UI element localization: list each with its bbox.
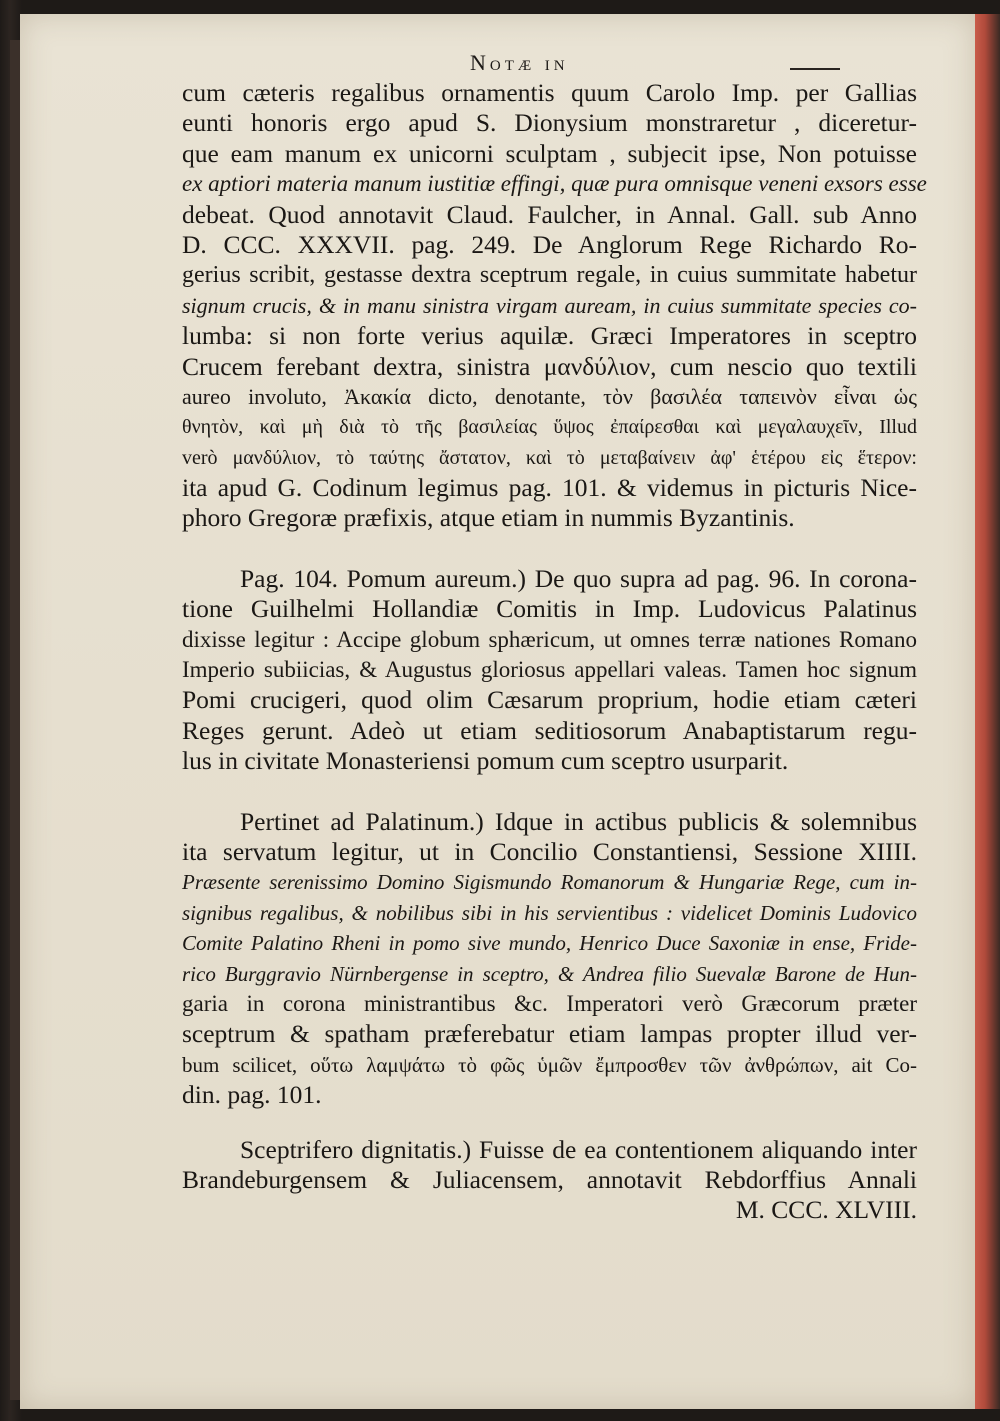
binding-shadow	[10, 40, 20, 1400]
text-line: M. CCC. XLVIII.	[735, 1195, 917, 1225]
text-line: Sceptrifero dignitatis.) Fuisse de ea contentionem aliquando inter	[240, 1134, 917, 1164]
text-line: sceptrum & spatham præferebatur etiam lampas propter illud ver-	[182, 1019, 917, 1049]
text-line: ex aptiori materia manum iustitiæ effingi, quæ pura omnisque veneni exsors esse	[182, 171, 927, 197]
text-line: θνητὸν, καὶ μὴ διὰ τὸ τῆς βασιλείας ὕψος ἐπαίρεσθαι καὶ μεγαλαυχεῖν, Illud	[182, 416, 917, 439]
text-line: Pomi crucigeri, quod olim Cæsarum proprium, hodie etiam cæteri	[182, 685, 917, 715]
text-line: ita apud G. Codinum legimus pag. 101. & videmus in picturis Nice-	[182, 473, 917, 503]
paragraph-gap	[182, 1111, 917, 1135]
text-line: Reges gerunt. Adeò ut etiam seditiosorum Anabaptistarum regu-	[182, 715, 917, 745]
paragraph	[182, 807, 917, 1111]
text-line: din. pag. 101.	[182, 1080, 322, 1110]
text-line: signum crucis, & in manu sinistra virgam auream, in cuius summitate species co-	[182, 292, 917, 318]
text-line: dixisse legitur : Accipe globum sphæricum, ut omnes terræ nationes Romano	[182, 626, 917, 652]
text-line: cum cæteris regalibus ornamentis quum Carolo Imp. per Gallias	[182, 78, 917, 107]
paragraph	[182, 78, 927, 534]
text-line: signibus regalibus, & nobilibus sibi in his servientibus : videlicet Dominis Ludovico	[182, 900, 917, 925]
text-line: que eam manum ex unicorni sculptam , subjecit ipse, Non potuisse	[182, 138, 917, 168]
paragraph-gap	[182, 534, 917, 564]
text-line: Imperio subiicias, & Augustus gloriosus appellari valeas. Tamen hoc signum	[182, 657, 917, 683]
page-edge	[975, 14, 1000, 1409]
text-line: bum scilicet, οὕτω λαμψάτω τὸ φῶς ὑμῶν ἔμπροσθεν τῶν ἀνθρώπων, ait Co-	[182, 1052, 917, 1077]
head-rule	[790, 68, 840, 70]
paragraph	[182, 564, 917, 777]
text-line: Comite Palatino Rheni in pomo sive mundo, Henrico Duce Saxoniæ in ense, Fride-	[182, 931, 917, 956]
text-line: rico Burggravio Nürnbergense in sceptro, & Andrea filio Suevalæ Barone de Hun-	[182, 961, 917, 986]
text-line: Pertinet ad Palatinum.) Idque in actibus publicis & solemnibus	[240, 806, 917, 836]
text-line: garia in corona ministrantibus &c. Imperatori verò Græcorum præter	[182, 990, 917, 1016]
text-line: gerius scribit, gestasse dextra sceptrum regale, in cuius summitate habetur	[182, 262, 917, 289]
text-line: lumba: si non forte verius aquilæ. Græci Imperatores in sceptro	[182, 321, 917, 351]
paragraph	[182, 1135, 917, 1226]
text-line: Crucem ferebant dextra, sinistra μανδύλιον, cum nescio quo textili	[182, 351, 917, 381]
text-line: aureo involuto, Ἀκακία dicto, denotante, τὸν βασιλέα ταπεινὸν εἶναι ὡς	[182, 383, 917, 409]
text-line: verò μανδύλιον, τὸ ταύτης ἄστατον, καὶ τὸ μεταβαίνειν ἀφ' ἑτέρου εἰς ἕτερον:	[182, 446, 917, 469]
text-line: debeat. Quod annotavit Claud. Faulcher, in Annal. Gall. sub Anno	[182, 199, 917, 229]
text-block	[182, 78, 927, 1226]
text-line: lus in civitate Monasteriensi pomum cum sceptro usurparit.	[182, 746, 789, 776]
text-line: tione Guilhelmi Hollandiæ Comitis in Imp. Ludovicus Palatinus	[182, 594, 917, 624]
text-line: ita servatum legitur, ut in Concilio Constantiensi, Sessione XIIII.	[182, 836, 917, 866]
paragraph-gap	[182, 777, 917, 807]
text-line: Pag. 104. Pomum aureum.) De quo supra ad pag. 96. In corona-	[240, 563, 917, 593]
text-line: Præsente serenissimo Domino Sigismundo Romanorum & Hungariæ Rege, cum in-	[182, 870, 917, 895]
text-line: eunti honoris ergo apud S. Dionysium monstraretur , diceretur-	[182, 108, 917, 138]
running-head: Notæ in	[470, 50, 569, 75]
text-line: phoro Gregoræ præfixis, atque etiam in nummis Byzantinis.	[182, 503, 795, 533]
text-line: Brandeburgensem & Juliacensem, annotavit Rebdorffius Annali	[182, 1164, 917, 1194]
text-line: D. CCC. XXXVII. pag. 249. De Anglorum Rege Richardo Ro-	[182, 229, 917, 259]
